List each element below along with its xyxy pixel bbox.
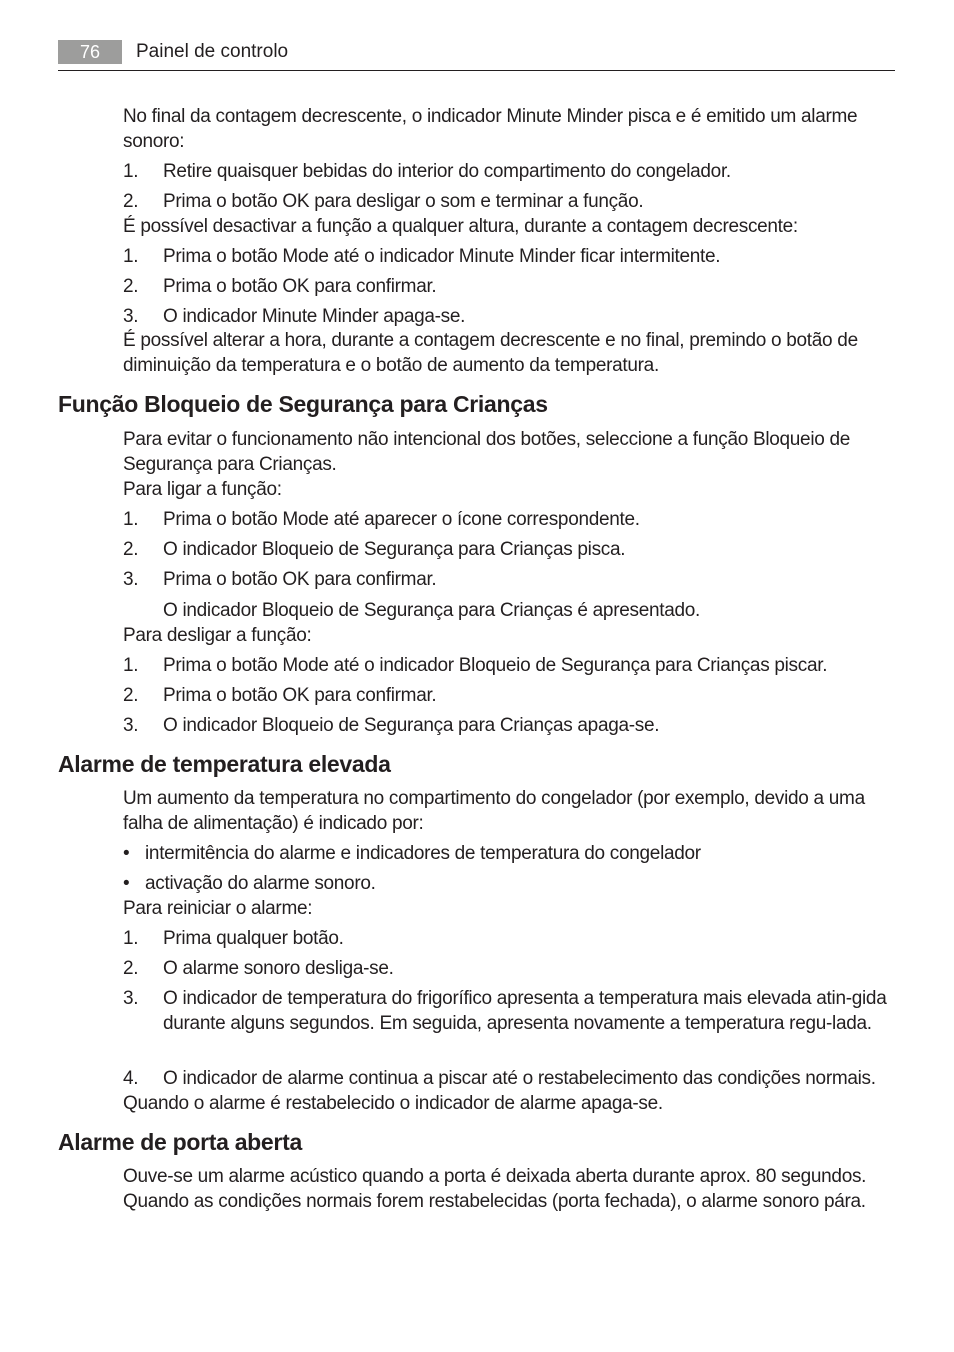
paragraph: Ouve-se um alarme acústico quando a porta é deixada aberta durante aprox. 80 segundos. Quando as condições normais forem restabelecidas (porta fechada), o alarme sonoro pára. <box>123 1166 867 1212</box>
list-item: 3. Prima o botão OK para confirmar. <box>123 569 437 590</box>
paragraph: Para desligar a função: <box>123 625 312 646</box>
list-item: 4. O indicador de alarme continua a piscar até o restabelecimento das condições normais. <box>123 1068 876 1089</box>
list-item: 1. Retire quaisquer bebidas do interior do compartimento do congelador. <box>123 161 731 182</box>
list-item: 1. Prima qualquer botão. <box>123 928 344 949</box>
list-item: 1. Prima o botão Mode até aparecer o ícone correspondente. <box>123 509 640 530</box>
section-heading: Função Bloqueio de Segurança para Crianças <box>58 391 548 417</box>
list-item: 1. Prima o botão Mode até o indicador Minute Minder ficar intermitente. <box>123 246 721 267</box>
list-item: 2. O alarme sonoro desliga-se. <box>123 958 394 979</box>
list-item: 2. Prima o botão OK para confirmar. <box>123 276 437 297</box>
paragraph: Para ligar a função: <box>123 479 282 500</box>
section-heading: Alarme de temperatura elevada <box>58 751 391 777</box>
paragraph: É possível desactivar a função a qualquer altura, durante a contagem decrescente: <box>123 216 798 237</box>
list-item: 3. O indicador Bloqueio de Segurança para Crianças apaga-se. <box>123 715 660 736</box>
bullet-icon: • <box>123 873 130 894</box>
paragraph: No final da contagem decrescente, o indicador Minute Minder pisca e é emitido um alarme sonoro: <box>123 106 858 152</box>
bullet-item: • intermitência do alarme e indicadores de temperatura do congelador <box>123 843 701 864</box>
list-item: 2. Prima o botão OK para desligar o som e terminar a função. <box>123 191 644 212</box>
list-item: 3. O indicador Minute Minder apaga-se. <box>123 306 466 327</box>
step-result: O indicador Bloqueio de Segurança para Crianças é apresentado. <box>163 600 700 621</box>
list-item: 1. Prima o botão Mode até o indicador Bloqueio de Segurança para Crianças piscar. <box>123 655 828 676</box>
paragraph: Para evitar o funcionamento não intencional dos botões, seleccione a função Bloqueio de Segurança para Crianças. <box>123 429 851 475</box>
bullet-item: • activação do alarme sonoro. <box>123 873 376 894</box>
list-item: 2. Prima o botão OK para confirmar. <box>123 685 437 706</box>
section-heading: Alarme de porta aberta <box>58 1129 302 1155</box>
running-section-title: Painel de controlo <box>136 41 289 62</box>
page-number: 76 <box>58 40 122 64</box>
list-item: 3. O indicador de temperatura do frigorífico apresenta a temperatura mais elevada atin-gida durante alguns segundos. Em seguida, apresenta novamente a temperatura regu-lada. <box>123 988 887 1034</box>
paragraph: Quando o alarme é restabelecido o indicador de alarme apaga-se. <box>123 1093 663 1114</box>
paragraph: Um aumento da temperatura no compartimento do congelador (por exemplo, devido a uma falha de alimentação) é indicado por: <box>123 788 865 834</box>
list-item: 2. O indicador Bloqueio de Segurança para Crianças pisca. <box>123 539 626 560</box>
page-header <box>58 40 895 71</box>
paragraph: É possível alterar a hora, durante a contagem decrescente e no final, premindo o botão de diminuição da temperatura e o botão de aumento da temperatura. <box>123 330 858 376</box>
bullet-icon: • <box>123 843 130 864</box>
paragraph: Para reiniciar o alarme: <box>123 898 313 919</box>
